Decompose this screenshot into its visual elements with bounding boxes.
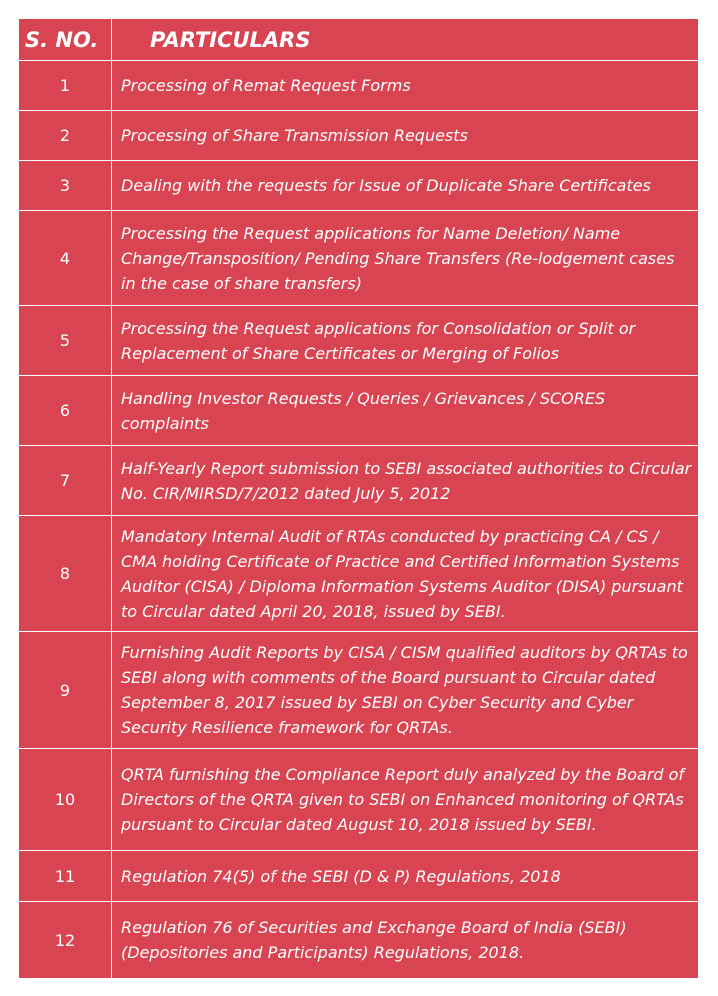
row-particulars: Regulation 76 of Securities and Exchange Board of India (SEBI) (Depositories and Participants) Regulations, 2018. <box>112 902 699 979</box>
table-row <box>19 749 699 851</box>
row-particulars: Furnishing Audit Reports by CISA / CISM qualified auditors by QRTAs to SEBI along with comments of the Board pursuant to Circular dated September 8, 2017 issued by SEBI on Cyber Security and Cyber Security Resilience framework for QRTAs. <box>112 632 699 749</box>
row-particulars: Processing of Share Transmission Requests <box>112 111 699 161</box>
row-sno: 5 <box>19 306 112 376</box>
table-row <box>19 446 699 516</box>
table-row <box>19 902 699 979</box>
row-particulars: Mandatory Internal Audit of RTAs conducted by practicing CA / CS / CMA holding Certificate of Practice and Certified Information Systems Auditor (CISA) / Diploma Information Systems Auditor (DISA) pursuant to Circular dated April 20, 2018, issued by SEBI. <box>112 516 699 632</box>
row-particulars: Processing of Remat Request Forms <box>112 61 699 111</box>
row-sno: 9 <box>19 632 112 749</box>
row-particulars: Regulation 74(5) of the SEBI (D & P) Regulations, 2018 <box>112 851 699 902</box>
table-row <box>19 161 699 211</box>
row-particulars: Processing the Request applications for Consolidation or Split or Replacement of Share Certificates or Merging of Folios <box>112 306 699 376</box>
row-sno: 4 <box>19 211 112 306</box>
table-row <box>19 211 699 306</box>
row-sno: 10 <box>19 749 112 851</box>
row-sno: 8 <box>19 516 112 632</box>
table-row <box>19 111 699 161</box>
header-row <box>19 19 699 61</box>
row-sno: 12 <box>19 902 112 979</box>
row-sno: 1 <box>19 61 112 111</box>
row-particulars: Half-Yearly Report submission to SEBI associated authorities to Circular No. CIR/MIRSD/7/2012 dated July 5, 2012 <box>112 446 699 516</box>
row-particulars: Processing the Request applications for Name Deletion/ Name Change/Transposition/ Pending Share Transfers (Re-lodgement cases in the case of share transfers) <box>112 211 699 306</box>
table-row <box>19 376 699 446</box>
particulars-table <box>18 18 699 979</box>
table-row <box>19 306 699 376</box>
row-particulars: QRTA furnishing the Compliance Report duly analyzed by the Board of Directors of the QRTA given to SEBI on Enhanced monitoring of QRTAs pursuant to Circular dated August 10, 2018 issued by SEBI. <box>112 749 699 851</box>
row-sno: 6 <box>19 376 112 446</box>
table-row <box>19 851 699 902</box>
row-sno: 7 <box>19 446 112 516</box>
table-row <box>19 516 699 632</box>
table-row <box>19 61 699 111</box>
row-sno: 3 <box>19 161 112 211</box>
row-particulars: Dealing with the requests for Issue of Duplicate Share Certificates <box>112 161 699 211</box>
header-sno: S. NO. <box>19 19 112 61</box>
header-particulars: PARTICULARS <box>112 19 699 61</box>
row-sno: 11 <box>19 851 112 902</box>
row-particulars: Handling Investor Requests / Queries / Grievances / SCORES complaints <box>112 376 699 446</box>
table-row <box>19 632 699 749</box>
row-sno: 2 <box>19 111 112 161</box>
